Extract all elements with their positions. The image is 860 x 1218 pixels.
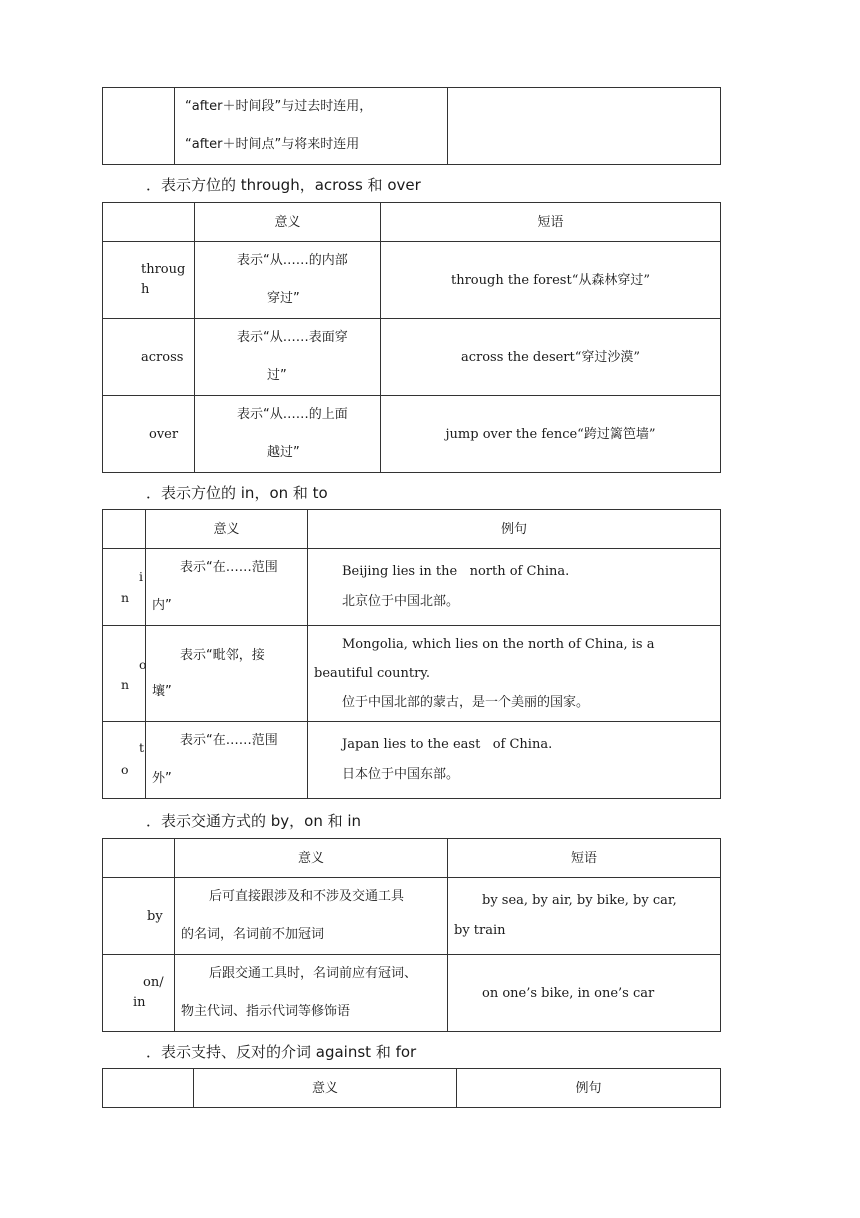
s1-row1-meaning bbox=[195, 242, 381, 319]
s3-row2-meaning-l2: 物主代词、指示代词等修饰语 bbox=[181, 1004, 351, 1019]
section3-heading: ．表示交通方式的 by，on 和 in bbox=[146, 812, 362, 830]
s3-row2-meaning bbox=[175, 955, 448, 1032]
s2-row2-example-zh: 位于中国北部的蒙古，是一个美丽的国家。 bbox=[342, 694, 590, 710]
s3-row1-phrase bbox=[448, 878, 721, 955]
s1-row1-word-l1: throug bbox=[141, 262, 186, 277]
top-table bbox=[102, 87, 721, 165]
s2-header-example: 例句 bbox=[308, 510, 721, 549]
s2-row1-meaning-l2: 内” bbox=[152, 598, 172, 613]
s2-row2-letter2: n bbox=[121, 677, 130, 692]
s1-row1-word bbox=[103, 242, 195, 319]
s3-row1-meaning-l2: 的名词，名词前不加冠词 bbox=[181, 927, 325, 942]
s1-row1-word-l2: h bbox=[141, 282, 150, 297]
s3-row1-meaning-l1: 后可直接跟涉及和不涉及交通工具 bbox=[209, 889, 405, 904]
s2-row3-word bbox=[103, 722, 146, 799]
s2-row2-word bbox=[103, 626, 146, 722]
s1-row1-meaning-l1: 表示“从……的内部 bbox=[237, 253, 348, 268]
s1-row3-meaning-l1: 表示“从……的上面 bbox=[237, 407, 348, 422]
s2-row1-example-zh: 北京位于中国北部。 bbox=[342, 594, 460, 609]
s2-row1-letter1: i bbox=[139, 569, 143, 584]
s2-row3-letter2: o bbox=[121, 762, 129, 777]
s2-row2-meaning-l2: 壤” bbox=[152, 683, 172, 699]
s2-row3-example-zh: 日本位于中国东部。 bbox=[342, 767, 460, 782]
s2-row2-meaning bbox=[146, 626, 308, 722]
s1-row1-meaning-l2: 穿过” bbox=[267, 291, 300, 306]
s2-row3-meaning bbox=[146, 722, 308, 799]
s3-header-empty bbox=[103, 839, 175, 878]
s1-header-meaning: 意义 bbox=[195, 203, 381, 242]
s3-row2-phrase: on one’s bike, in one’s car bbox=[448, 955, 721, 1032]
s2-row3-example-en: Japan lies to the east of China. bbox=[342, 737, 553, 752]
s1-row2-word: across bbox=[103, 319, 195, 396]
s4-header-empty bbox=[103, 1069, 194, 1108]
s1-row3-meaning-l2: 越过” bbox=[267, 445, 300, 460]
s2-row2-meaning-l1: 表示“毗邻，接 bbox=[180, 647, 265, 663]
s3-row2-word-l1: on/ bbox=[143, 975, 164, 990]
section1-heading: ．表示方位的 through，across 和 over bbox=[146, 176, 421, 194]
s2-row2-letter1: o bbox=[139, 657, 147, 672]
s2-row2-example bbox=[308, 626, 721, 722]
s2-header-empty bbox=[103, 510, 146, 549]
s2-row3-meaning-l1: 表示“在……范围 bbox=[180, 733, 278, 748]
top-rule-line1: “after＋时间段”与过去时连用， bbox=[185, 99, 373, 114]
s2-row1-example-en: Beijing lies in the north of China. bbox=[342, 564, 570, 579]
s3-row1-phrase-l2: by train bbox=[454, 923, 506, 938]
s4-header-meaning: 意义 bbox=[194, 1069, 457, 1108]
section2-table bbox=[102, 509, 721, 799]
s4-header-example: 例句 bbox=[457, 1069, 721, 1108]
s2-header-meaning: 意义 bbox=[146, 510, 308, 549]
s2-row2-example-en2: beautiful country. bbox=[314, 665, 431, 681]
section2-heading: ．表示方位的 in，on 和 to bbox=[146, 484, 328, 502]
section3-table bbox=[102, 838, 721, 1032]
section4-heading: ．表示支持、反对的介词 against 和 for bbox=[146, 1043, 417, 1061]
s1-row2-meaning-l2: 过” bbox=[267, 368, 287, 383]
s2-row1-word bbox=[103, 549, 146, 626]
s1-row1-phrase: through the forest“从森林穿过” bbox=[381, 242, 721, 319]
s2-row3-meaning-l2: 外” bbox=[152, 771, 172, 786]
s2-row1-example bbox=[308, 549, 721, 626]
section1-table bbox=[102, 202, 721, 473]
s3-row1-phrase-l1: by sea, by air, by bike, by car, bbox=[482, 893, 677, 908]
s2-row1-meaning bbox=[146, 549, 308, 626]
s2-row2-example-en: Mongolia, which lies on the north of China, is a bbox=[342, 636, 655, 652]
top-table-rule-cell bbox=[175, 88, 448, 165]
s1-header-phrase: 短语 bbox=[381, 203, 721, 242]
s1-row2-phrase: across the desert“穿过沙漠” bbox=[381, 319, 721, 396]
top-table-cell-empty-2 bbox=[448, 88, 721, 165]
section4-table bbox=[102, 1068, 721, 1108]
s2-row3-example bbox=[308, 722, 721, 799]
s3-row1-word: by bbox=[103, 878, 175, 955]
s2-row1-letter2: n bbox=[121, 590, 130, 605]
s3-header-phrase: 短语 bbox=[448, 839, 721, 878]
top-table-cell-empty bbox=[103, 88, 175, 165]
s1-row3-phrase: jump over the fence“跨过篱笆墙” bbox=[381, 396, 721, 473]
s3-row2-word bbox=[103, 955, 175, 1032]
s3-row2-word-l2: in bbox=[133, 995, 146, 1010]
s1-row2-meaning-l1: 表示“从……表面穿 bbox=[237, 330, 348, 345]
top-rule-line2: “after＋时间点”与将来时连用 bbox=[185, 137, 360, 152]
s3-row1-meaning bbox=[175, 878, 448, 955]
s3-header-meaning: 意义 bbox=[175, 839, 448, 878]
s3-row2-meaning-l1: 后跟交通工具时，名词前应有冠词、 bbox=[209, 966, 418, 981]
s1-header-empty bbox=[103, 203, 195, 242]
s2-row3-letter1: t bbox=[139, 740, 145, 755]
s1-row3-meaning bbox=[195, 396, 381, 473]
s2-row1-meaning-l1: 表示“在……范围 bbox=[180, 560, 278, 575]
s1-row3-word: over bbox=[103, 396, 195, 473]
s1-row2-meaning bbox=[195, 319, 381, 396]
